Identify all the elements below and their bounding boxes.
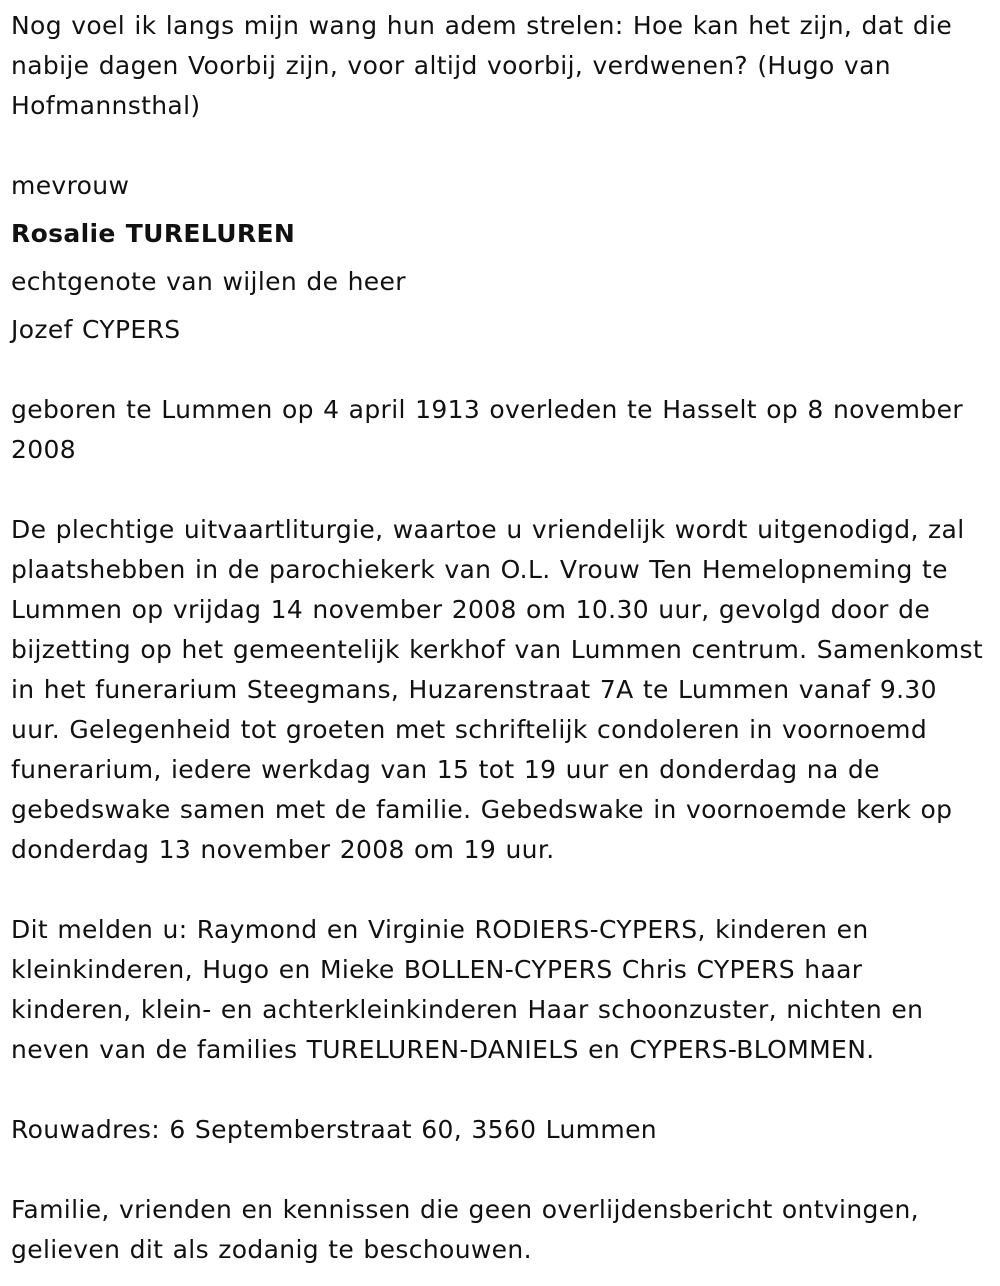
dates-paragraph: geboren te Lummen op 4 april 1913 overleden te Hasselt op 8 november 2008: [11, 395, 963, 464]
spacer: [11, 1070, 986, 1110]
deceased-name: Rosalie TURELUREN: [11, 219, 296, 248]
announcers-paragraph: Dit melden u: Raymond en Virginie RODIERS-CYPERS, kinderen en kleinkinderen, Hugo en Mieke BOLLEN-CYPERS Chris CYPERS haar kinderen, klein- en achterkleinkinderen Haar schoonzuster, nichten en neven van de families TURELUREN-DANIELS en CYPERS-BLOMMEN.: [11, 915, 924, 1064]
address-paragraph: Rouwadres: 6 Septemberstraat 60, 3560 Lummen: [11, 1115, 657, 1144]
deceased-title: mevrouw: [11, 171, 130, 200]
spacer: [11, 1150, 986, 1190]
spacer: [11, 470, 986, 510]
spacer: [11, 126, 986, 166]
spouse-name: Jozef CYPERS: [11, 315, 181, 344]
ceremony-paragraph: De plechtige uitvaartliturgie, waartoe u vriendelijk wordt uitgenodigd, zal plaatshebben in de parochiekerk van O.L. Vrouw Ten Hemelopneming te Lummen op vrijdag 14 november 2008 om 10.30 uur, gevolgd door de bijzetting op het gemeentelijk kerkhof van Lummen centrum. Samenkomst in het funerarium Steegmans, Huzarenstraat 7A te Lummen vanaf 9.30 uur. Gelegenheid tot groeten met schriftelijk condoleren in voornoemd funerarium, iedere werkdag van 15 tot 19 uur en donderdag na de gebedswake samen met de familie. Gebedswake in voornoemde kerk op donderdag 13 november 2008 om 19 uur.: [11, 515, 984, 864]
closing-paragraph: Familie, vrienden en kennissen die geen overlijdensbericht ontvingen, gelieven dit als zodanig te beschouwen.: [11, 1195, 919, 1264]
spacer: [11, 350, 986, 390]
relation-text: echtgenote van wijlen de heer: [11, 267, 406, 296]
quote-paragraph: Nog voel ik langs mijn wang hun adem strelen: Hoe kan het zijn, dat die nabije dagen Voorbij zijn, voor altijd voorbij, verdwenen? (Hugo van Hofmannsthal): [11, 11, 953, 120]
spacer: [11, 870, 986, 910]
